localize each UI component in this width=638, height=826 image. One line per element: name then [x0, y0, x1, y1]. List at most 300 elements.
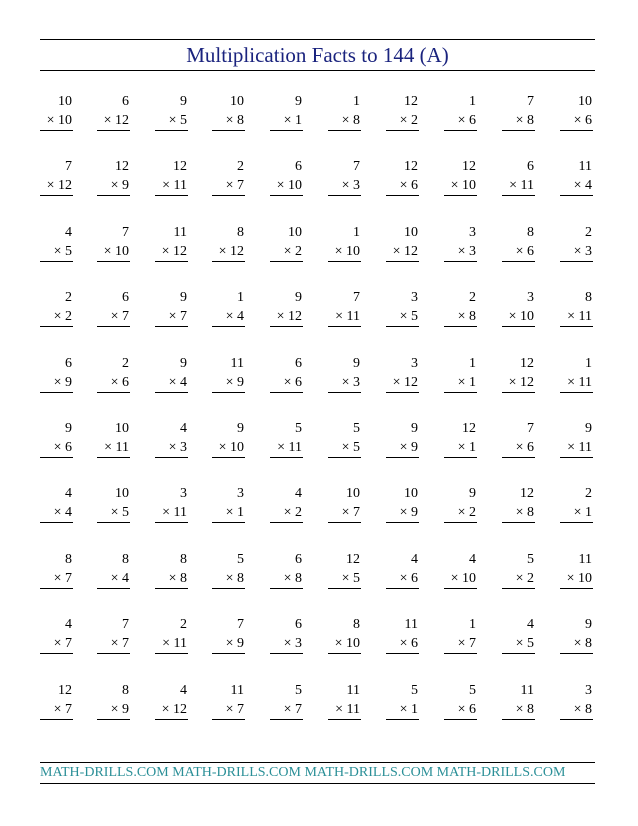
problem [502, 615, 535, 665]
multiplier: × 3 [560, 242, 593, 262]
multiplicand: 3 [237, 486, 244, 502]
multiplier: × 10 [444, 176, 477, 196]
problem [386, 615, 419, 665]
multiplier: × 1 [444, 438, 477, 458]
problem [502, 354, 535, 404]
multiplicand: 9 [585, 421, 592, 436]
problem [502, 157, 535, 207]
multiplicand: 6 [527, 159, 534, 175]
multiplier: × 4 [155, 373, 188, 393]
multiplicand: 5 [527, 551, 534, 567]
multiplicand: 11 [520, 682, 534, 698]
problem [212, 615, 245, 665]
multiplicand: 12 [462, 421, 476, 436]
multiplier: × 12 [386, 242, 419, 262]
multiplicand: 8 [353, 617, 360, 633]
multiplier: × 8 [502, 111, 535, 131]
multiplicand: 8 [180, 551, 187, 567]
multiplier: × 12 [270, 307, 303, 327]
multiplier: × 6 [386, 176, 419, 196]
problem-grid [40, 92, 595, 740]
problem [155, 615, 188, 665]
multiplier: × 11 [502, 176, 535, 196]
multiplicand: 2 [180, 617, 187, 633]
multiplier: × 5 [97, 503, 130, 523]
multiplicand: 6 [122, 94, 129, 109]
problem [212, 354, 245, 404]
multiplier: × 5 [502, 634, 535, 654]
multiplicand: 3 [411, 355, 418, 371]
problem [386, 484, 419, 534]
multiplier: × 11 [560, 373, 593, 393]
problem [155, 419, 188, 469]
multiplier: × 6 [502, 242, 535, 262]
multiplier: × 2 [386, 111, 419, 131]
multiplier: × 3 [328, 176, 361, 196]
multiplier: × 6 [40, 438, 73, 458]
multiplicand: 8 [122, 682, 129, 698]
multiplicand: 7 [527, 421, 534, 436]
multiplier: × 9 [386, 438, 419, 458]
problem [560, 288, 593, 338]
problem [560, 354, 593, 404]
multiplier: × 12 [212, 242, 245, 262]
multiplicand: 11 [404, 617, 418, 633]
multiplier: × 7 [40, 634, 73, 654]
multiplier: × 10 [328, 242, 361, 262]
multiplicand: 4 [469, 551, 476, 567]
multiplier: × 1 [444, 373, 477, 393]
problem [212, 419, 245, 469]
multiplicand: 1 [585, 355, 592, 371]
multiplicand: 7 [65, 159, 72, 175]
multiplier: × 12 [386, 373, 419, 393]
multiplier: × 10 [270, 176, 303, 196]
multiplier: × 8 [155, 569, 188, 589]
problem [97, 223, 130, 273]
multiplicand: 4 [65, 224, 72, 240]
problem [444, 550, 477, 600]
problem [212, 681, 245, 731]
multiplier: × 2 [502, 569, 535, 589]
multiplier: × 8 [212, 569, 245, 589]
multiplier: × 10 [560, 569, 593, 589]
multiplier: × 4 [97, 569, 130, 589]
problem [328, 354, 361, 404]
multiplicand: 10 [288, 224, 302, 240]
multiplicand: 2 [469, 290, 476, 306]
multiplier: × 4 [560, 176, 593, 196]
multiplier: × 6 [97, 373, 130, 393]
problem [40, 223, 73, 273]
multiplicand: 12 [115, 159, 129, 175]
problem [270, 681, 303, 731]
multiplicand: 10 [230, 94, 244, 109]
problem [97, 288, 130, 338]
multiplier: × 1 [386, 700, 419, 720]
problem [40, 157, 73, 207]
multiplier: × 12 [97, 111, 130, 131]
problem [270, 157, 303, 207]
multiplier: × 10 [97, 242, 130, 262]
problem [97, 157, 130, 207]
multiplicand: 9 [180, 94, 187, 109]
multiplicand: 10 [578, 94, 592, 109]
multiplicand: 7 [237, 617, 244, 633]
problem [97, 419, 130, 469]
problem [444, 681, 477, 731]
problem [97, 92, 130, 142]
multiplier: × 7 [40, 700, 73, 720]
multiplier: × 2 [40, 307, 73, 327]
multiplier: × 11 [560, 438, 593, 458]
multiplicand: 10 [115, 421, 129, 436]
multiplier: × 8 [270, 569, 303, 589]
problem [560, 550, 593, 600]
multiplicand: 4 [527, 617, 534, 633]
multiplier: × 9 [212, 373, 245, 393]
multiplier: × 10 [502, 307, 535, 327]
multiplier: × 9 [212, 634, 245, 654]
problem [386, 419, 419, 469]
multiplier: × 6 [386, 634, 419, 654]
multiplier: × 3 [155, 438, 188, 458]
problem [328, 484, 361, 534]
multiplicand: 8 [122, 551, 129, 567]
multiplier: × 3 [270, 634, 303, 654]
multiplicand: 10 [404, 486, 418, 502]
multiplicand: 7 [122, 617, 129, 633]
problem [502, 92, 535, 142]
multiplicand: 3 [585, 682, 592, 698]
multiplier: × 11 [155, 503, 188, 523]
multiplicand: 4 [65, 617, 72, 633]
multiplier: × 1 [560, 503, 593, 523]
multiplier: × 9 [97, 700, 130, 720]
problem [328, 92, 361, 142]
multiplier: × 6 [270, 373, 303, 393]
multiplicand: 6 [295, 551, 302, 567]
multiplier: × 9 [386, 503, 419, 523]
problem [328, 223, 361, 273]
multiplicand: 3 [527, 290, 534, 306]
multiplier: × 10 [40, 111, 73, 131]
multiplicand: 3 [180, 486, 187, 502]
problem [155, 92, 188, 142]
problem [212, 223, 245, 273]
multiplicand: 9 [237, 421, 244, 436]
multiplicand: 12 [462, 159, 476, 175]
problem [560, 681, 593, 731]
multiplicand: 3 [469, 224, 476, 240]
multiplier: × 5 [155, 111, 188, 131]
problem [40, 92, 73, 142]
multiplier: × 8 [212, 111, 245, 131]
multiplier: × 6 [444, 111, 477, 131]
problem [560, 157, 593, 207]
problem [444, 419, 477, 469]
multiplier: × 11 [155, 634, 188, 654]
problem [155, 288, 188, 338]
multiplier: × 6 [560, 111, 593, 131]
multiplier: × 1 [270, 111, 303, 131]
multiplier: × 12 [155, 700, 188, 720]
multiplier: × 8 [502, 700, 535, 720]
multiplicand: 9 [180, 355, 187, 371]
problem [502, 550, 535, 600]
multiplicand: 6 [295, 355, 302, 371]
multiplier: × 5 [328, 438, 361, 458]
multiplicand: 10 [115, 486, 129, 502]
multiplicand: 4 [295, 486, 302, 502]
multiplier: × 4 [212, 307, 245, 327]
problem [444, 92, 477, 142]
problem [155, 354, 188, 404]
multiplier: × 3 [328, 373, 361, 393]
multiplicand: 2 [585, 486, 592, 502]
multiplicand: 2 [585, 224, 592, 240]
multiplier: × 4 [40, 503, 73, 523]
multiplier: × 7 [40, 569, 73, 589]
problem [386, 92, 419, 142]
multiplier: × 11 [560, 307, 593, 327]
problem [444, 288, 477, 338]
multiplier: × 5 [386, 307, 419, 327]
problem [97, 615, 130, 665]
multiplicand: 5 [295, 682, 302, 698]
problem [386, 288, 419, 338]
multiplicand: 10 [58, 94, 72, 109]
problem [270, 484, 303, 534]
multiplicand: 8 [65, 551, 72, 567]
problem [212, 288, 245, 338]
problem [155, 157, 188, 207]
multiplier: × 5 [328, 569, 361, 589]
problem [212, 550, 245, 600]
problem [40, 288, 73, 338]
multiplicand: 9 [65, 421, 72, 436]
multiplicand: 11 [578, 159, 592, 175]
problem [40, 484, 73, 534]
problem [502, 288, 535, 338]
problem [560, 419, 593, 469]
multiplicand: 9 [295, 94, 302, 109]
multiplicand: 11 [230, 682, 244, 698]
problem [502, 223, 535, 273]
problem [328, 288, 361, 338]
multiplicand: 4 [65, 486, 72, 502]
multiplicand: 3 [411, 290, 418, 306]
multiplicand: 5 [353, 421, 360, 436]
multiplier: × 11 [328, 700, 361, 720]
problem [212, 157, 245, 207]
multiplier: × 6 [444, 700, 477, 720]
multiplier: × 8 [444, 307, 477, 327]
multiplier: × 8 [560, 700, 593, 720]
multiplicand: 6 [65, 355, 72, 371]
top-rule [40, 39, 595, 40]
problem [270, 288, 303, 338]
multiplicand: 2 [237, 159, 244, 175]
multiplicand: 1 [469, 94, 476, 109]
multiplier: × 11 [155, 176, 188, 196]
multiplier: × 7 [97, 634, 130, 654]
problem [328, 419, 361, 469]
multiplicand: 4 [411, 551, 418, 567]
problem [40, 419, 73, 469]
multiplier: × 10 [328, 634, 361, 654]
multiplier: × 6 [502, 438, 535, 458]
problem [40, 354, 73, 404]
problem [40, 681, 73, 731]
multiplicand: 4 [180, 682, 187, 698]
problem [155, 550, 188, 600]
problem [328, 157, 361, 207]
multiplicand: 12 [404, 159, 418, 175]
multiplicand: 5 [411, 682, 418, 698]
multiplicand: 6 [295, 617, 302, 633]
multiplier: × 12 [40, 176, 73, 196]
multiplier: × 7 [155, 307, 188, 327]
multiplier: × 11 [328, 307, 361, 327]
multiplier: × 12 [502, 373, 535, 393]
multiplicand: 11 [578, 551, 592, 567]
multiplier: × 9 [97, 176, 130, 196]
problem [386, 354, 419, 404]
problem [328, 550, 361, 600]
problem [386, 550, 419, 600]
problem [97, 550, 130, 600]
multiplier: × 12 [155, 242, 188, 262]
title-rule [40, 70, 595, 71]
multiplicand: 1 [353, 94, 360, 109]
problem [270, 354, 303, 404]
multiplicand: 9 [585, 617, 592, 633]
problem [212, 484, 245, 534]
multiplicand: 11 [346, 682, 360, 698]
multiplicand: 9 [353, 355, 360, 371]
problem [444, 157, 477, 207]
problem [155, 681, 188, 731]
multiplier: × 1 [212, 503, 245, 523]
multiplicand: 9 [469, 486, 476, 502]
problem [444, 223, 477, 273]
multiplicand: 8 [237, 224, 244, 240]
multiplicand: 1 [469, 617, 476, 633]
footer-watermark: MATH-DRILLS.COM MATH-DRILLS.COM MATH-DRILLS.COM MATH-DRILLS.COM [40, 763, 595, 784]
multiplier: × 2 [270, 503, 303, 523]
problem [502, 681, 535, 731]
multiplicand: 9 [180, 290, 187, 306]
multiplier: × 6 [386, 569, 419, 589]
multiplicand: 12 [520, 486, 534, 502]
problem [40, 550, 73, 600]
multiplicand: 12 [346, 551, 360, 567]
problem [328, 681, 361, 731]
multiplicand: 12 [173, 159, 187, 175]
problem [444, 615, 477, 665]
multiplier: × 7 [97, 307, 130, 327]
problem [270, 419, 303, 469]
multiplicand: 5 [469, 682, 476, 698]
multiplicand: 8 [527, 224, 534, 240]
multiplicand: 12 [58, 682, 72, 698]
multiplier: × 7 [270, 700, 303, 720]
problem [97, 354, 130, 404]
multiplicand: 5 [295, 421, 302, 436]
multiplicand: 9 [411, 421, 418, 436]
multiplicand: 2 [65, 290, 72, 306]
problem [155, 223, 188, 273]
problem [270, 92, 303, 142]
multiplicand: 5 [237, 551, 244, 567]
problem [386, 681, 419, 731]
problem [560, 92, 593, 142]
problem [386, 223, 419, 273]
multiplicand: 1 [353, 224, 360, 240]
multiplicand: 7 [527, 94, 534, 109]
multiplicand: 10 [346, 486, 360, 502]
problem [560, 223, 593, 273]
problem [560, 615, 593, 665]
problem [386, 157, 419, 207]
multiplier: × 3 [444, 242, 477, 262]
multiplicand: 11 [230, 355, 244, 371]
multiplier: × 2 [444, 503, 477, 523]
multiplier: × 11 [97, 438, 130, 458]
multiplicand: 12 [520, 355, 534, 371]
multiplier: × 5 [40, 242, 73, 262]
multiplicand: 1 [237, 290, 244, 306]
multiplicand: 11 [173, 224, 187, 240]
multiplicand: 7 [353, 159, 360, 175]
problem [40, 615, 73, 665]
multiplier: × 2 [270, 242, 303, 262]
multiplier: × 7 [328, 503, 361, 523]
problem [444, 354, 477, 404]
multiplier: × 11 [270, 438, 303, 458]
problem [97, 484, 130, 534]
multiplicand: 8 [585, 290, 592, 306]
multiplicand: 10 [404, 224, 418, 240]
problem [155, 484, 188, 534]
multiplicand: 7 [353, 290, 360, 306]
multiplicand: 12 [404, 94, 418, 109]
multiplicand: 4 [180, 421, 187, 436]
multiplier: × 8 [328, 111, 361, 131]
multiplier: × 8 [560, 634, 593, 654]
multiplicand: 2 [122, 355, 129, 371]
problem [97, 681, 130, 731]
problem [502, 484, 535, 534]
problem [444, 484, 477, 534]
problem [270, 615, 303, 665]
multiplicand: 1 [469, 355, 476, 371]
problem [270, 223, 303, 273]
problem [270, 550, 303, 600]
problem [502, 419, 535, 469]
multiplier: × 7 [212, 176, 245, 196]
multiplier: × 8 [502, 503, 535, 523]
multiplier: × 10 [444, 569, 477, 589]
multiplier: × 7 [444, 634, 477, 654]
problem [560, 484, 593, 534]
multiplier: × 10 [212, 438, 245, 458]
multiplicand: 7 [122, 224, 129, 240]
multiplicand: 6 [295, 159, 302, 175]
multiplicand: 6 [122, 290, 129, 306]
worksheet-title: Multiplication Facts to 144 (A) [186, 43, 449, 67]
